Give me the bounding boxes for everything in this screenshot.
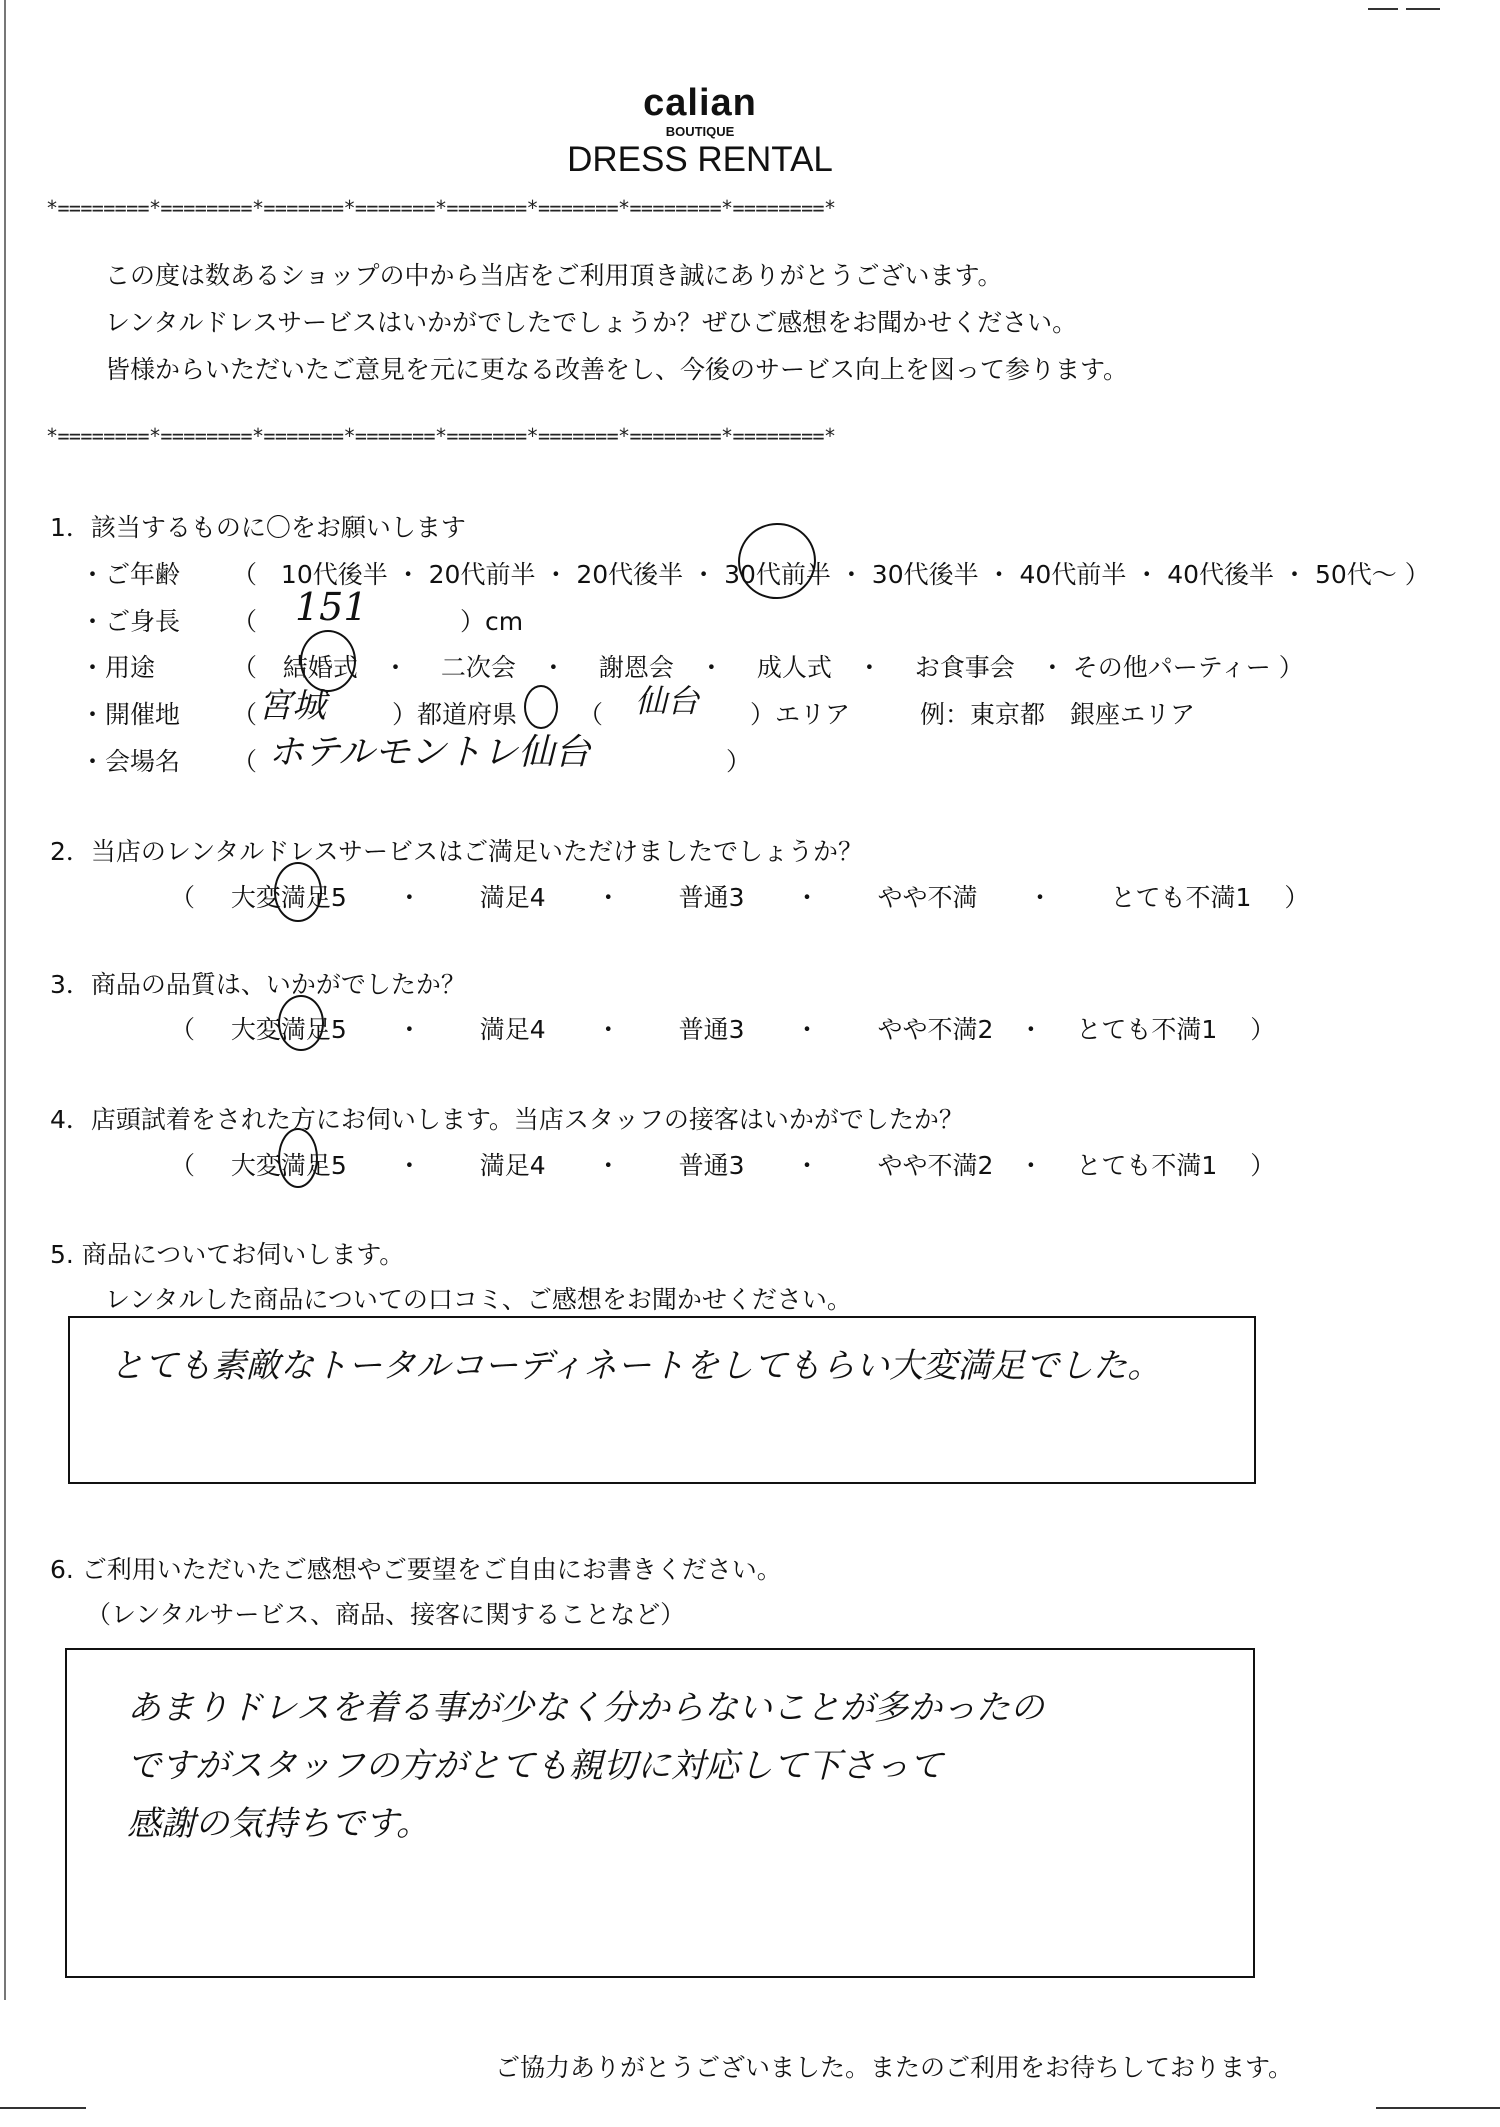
scan-mark	[1406, 8, 1440, 10]
q2-option[interactable]: やや不満	[877, 883, 978, 912]
prefecture-suffix: ）都道府県	[392, 700, 518, 729]
separator-top: *========*========*=======*=======*=======*=======*========*========*	[46, 196, 836, 220]
height-open: （	[232, 607, 258, 636]
q5-answer-box[interactable]	[68, 1316, 1256, 1484]
q4-option-selected[interactable]: 大変満足5	[230, 1151, 347, 1180]
scan-edge	[4, 0, 6, 2000]
q6-title: 6. ご利用いただいたご感想やご要望をご自由にお書きください。	[50, 1555, 782, 1584]
hall-close: ）	[726, 747, 752, 776]
q6-answer-line-2: ですがスタッフの方がとても親切に対応して下さって	[127, 1746, 943, 1786]
age-option[interactable]: 10代後半	[280, 560, 388, 589]
q2-option-selected[interactable]: 大変満足5	[230, 883, 347, 912]
q3-option[interactable]: 満足4	[479, 1015, 546, 1044]
venue-label: ・開催地	[80, 700, 181, 729]
prefecture-value[interactable]: 宮城	[258, 686, 326, 726]
q2-option[interactable]: 普通3	[678, 883, 745, 912]
purpose-label: ・用途	[80, 653, 156, 682]
q4-option[interactable]: 普通3	[678, 1151, 745, 1180]
footer-thanks: ご協力ありがとうございました。またのご利用をお待ちしております。	[495, 2053, 1294, 2082]
q5-answer: とても素敵なトータルコーディネートをしてもらい大変満足でした。	[110, 1346, 1162, 1386]
purpose-options[interactable]: （ 結婚式 ・ 二次会 ・ 謝恩会 ・ 成人式 ・ お食事会 ・ その他パーティー ）	[232, 653, 1304, 682]
hall-label: ・会場名	[80, 747, 181, 776]
age-options[interactable]: （ 10代後半 ・ 20代前半 ・ 20代後半 ・ 30代前半 ・ 30代後半 ・ 40代前半 ・ 40代後半 ・ 50代～ ）	[232, 560, 1430, 589]
hall-open: （	[232, 747, 258, 776]
area-suffix: ）エリア	[750, 700, 851, 729]
q6-answer-line-3: 感謝の気持ちです。	[127, 1804, 430, 1844]
scan-mark	[0, 2107, 86, 2109]
q4-options[interactable]: （ 大変満足5 ・ 満足4 ・ 普通3 ・ やや不満2 ・ とても不満1 ）	[170, 1151, 1276, 1180]
q6-answer-box[interactable]	[65, 1648, 1255, 1978]
age-label: ・ご年齢	[80, 560, 181, 589]
purpose-option[interactable]: その他パーティー	[1072, 653, 1271, 682]
area-open: （	[578, 700, 604, 729]
q2-options[interactable]: （ 大変満足5 ・ 満足4 ・ 普通3 ・ やや不満 ・ とても不満1 ）	[170, 883, 1310, 912]
q3-option[interactable]: とても不満1	[1076, 1015, 1218, 1044]
age-option[interactable]: 40代後半	[1167, 560, 1275, 589]
separator-bottom: *========*========*=======*=======*=======*=======*========*========*	[46, 424, 836, 448]
q6-answer-line-1: あまりドレスを着る事が少なく分からないことが多かったの	[127, 1688, 1044, 1728]
scan-mark	[1376, 2107, 1500, 2109]
age-option[interactable]: 20代前半	[428, 560, 536, 589]
venue-open: （	[232, 700, 258, 729]
q3-option-selected[interactable]: 大変満足5	[230, 1015, 347, 1044]
q1-title: 1．該当するものに〇をお願いします	[50, 513, 466, 542]
q5-title: 5. 商品についてお伺いします。	[50, 1240, 405, 1269]
purpose-option[interactable]: お食事会	[914, 653, 1015, 682]
q3-title: 3．商品の品質は、いかがでしたか？	[50, 970, 466, 999]
height-value[interactable]: 151	[295, 585, 368, 629]
scan-mark	[1368, 8, 1398, 10]
purpose-option[interactable]: 二次会	[440, 653, 516, 682]
age-option[interactable]: 30代後半	[871, 560, 979, 589]
hand-circle-q4	[278, 1128, 318, 1188]
height-label: ・ご身長	[80, 607, 181, 636]
q6-subtitle: （レンタルサービス、商品、接客に関することなど）	[86, 1600, 686, 1629]
q5-subtitle: レンタルした商品についての口コミ、ご感想をお聞かせください。	[105, 1285, 852, 1314]
age-option[interactable]: 40代前半	[1019, 560, 1127, 589]
purpose-option[interactable]: 成人式	[756, 653, 832, 682]
page-title: DRESS RENTAL	[567, 140, 833, 179]
venue-example: 例：東京都 銀座エリア	[920, 700, 1196, 729]
q3-options[interactable]: （ 大変満足5 ・ 満足4 ・ 普通3 ・ やや不満2 ・ とても不満1 ）	[170, 1015, 1276, 1044]
q2-option[interactable]: とても不満1	[1110, 883, 1252, 912]
intro-line-2: レンタルドレスサービスはいかがでしたでしょうか？ぜひご感想をお聞かせください。	[105, 308, 1078, 337]
q3-option[interactable]: 普通3	[678, 1015, 745, 1044]
hand-circle-q2	[274, 862, 322, 922]
q2-option[interactable]: 満足4	[479, 883, 546, 912]
q3-option[interactable]: やや不満2	[877, 1015, 994, 1044]
brand-logo: calian	[643, 82, 757, 124]
hall-value[interactable]: ホテルモントレ仙台	[268, 732, 591, 773]
q4-option[interactable]: とても不満1	[1076, 1151, 1218, 1180]
brand-sub: BOUTIQUE	[665, 124, 735, 139]
hand-circle-prefecture	[524, 685, 558, 729]
intro-line-1: この度は数あるショップの中から当店をご利用頂き誠にありがとうございます。	[105, 261, 1003, 290]
intro-line-3: 皆様からいただいたご意見を元に更なる改善をし、今後のサービス向上を図って参ります。	[105, 355, 1129, 384]
q4-option[interactable]: やや不満2	[877, 1151, 994, 1180]
age-option[interactable]: 50代～	[1314, 560, 1397, 589]
hand-circle-age	[731, 516, 823, 607]
purpose-option[interactable]: 謝恩会	[598, 653, 674, 682]
age-option-selected[interactable]: 30代前半	[724, 560, 831, 589]
purpose-option-selected[interactable]: 結婚式	[282, 653, 358, 682]
q4-option[interactable]: 満足4	[479, 1151, 546, 1180]
hand-circle-q3	[278, 995, 324, 1051]
age-option[interactable]: 20代後半	[576, 560, 684, 589]
q2-title: 2．当店のレンタルドレスサービスはご満足いただけましたでしょうか？	[50, 837, 864, 866]
area-value[interactable]: 仙台	[635, 682, 700, 720]
height-unit: ）cm	[460, 607, 524, 636]
q4-title: 4．店頭試着をされた方にお伺いします。当店スタッフの接客はいかがでしたか？	[50, 1105, 964, 1134]
